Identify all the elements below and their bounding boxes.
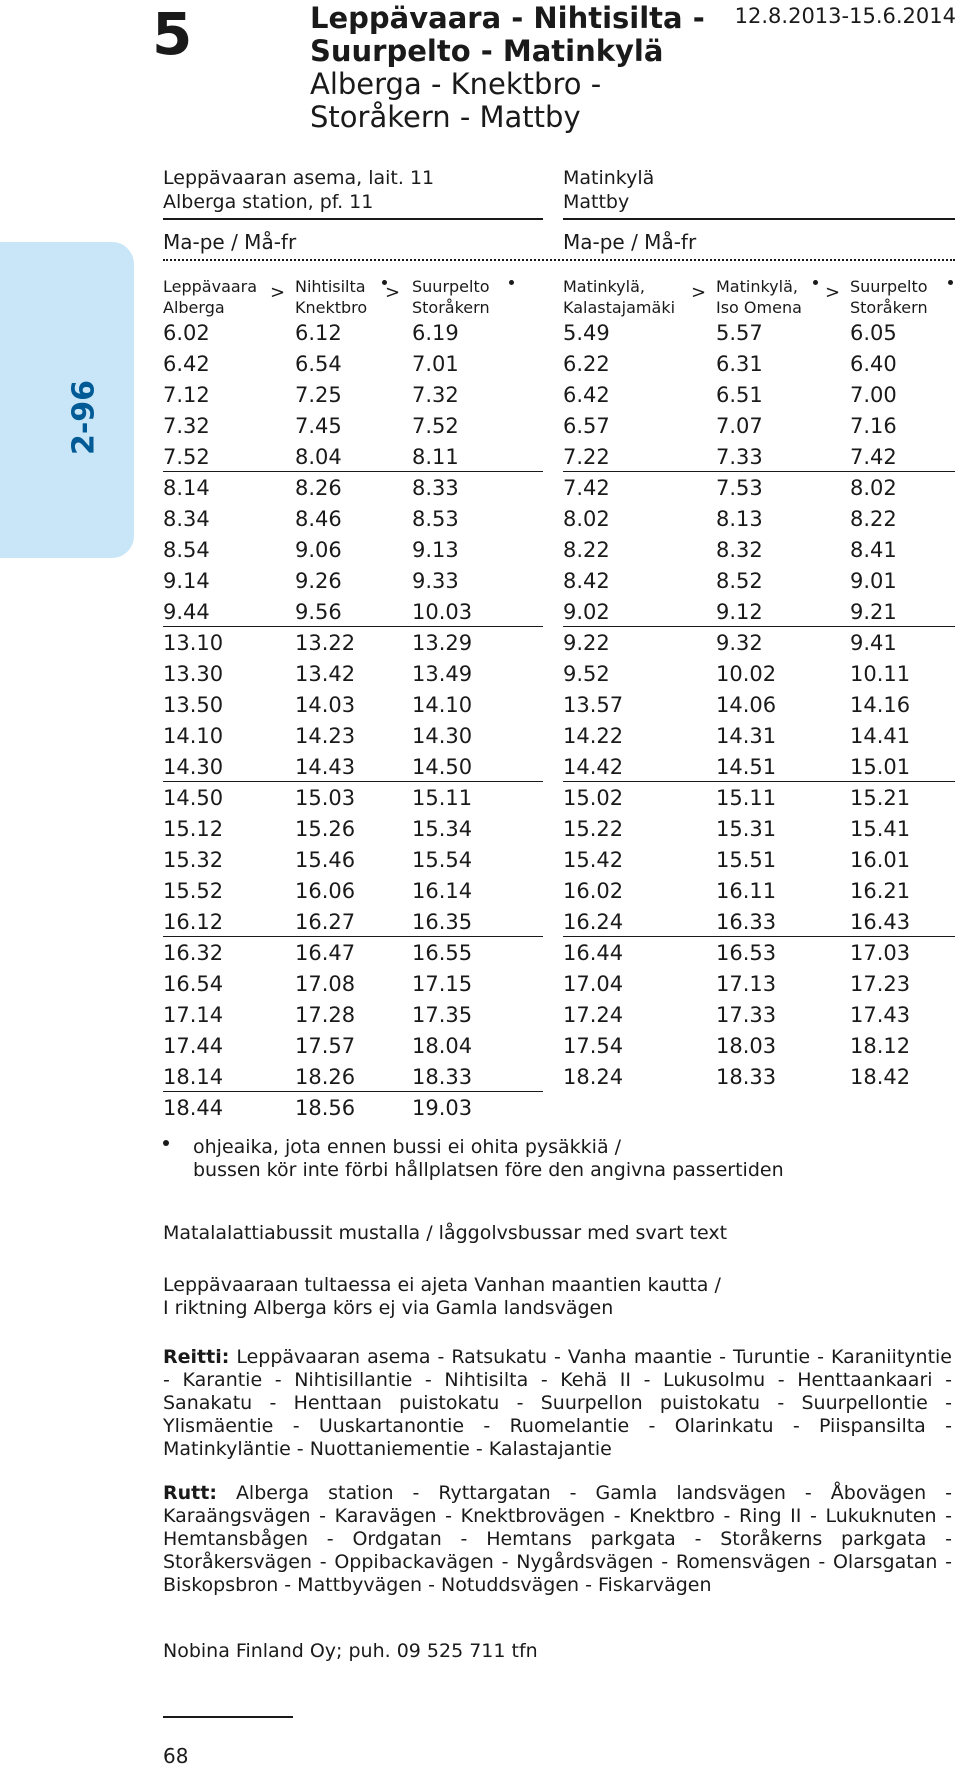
- time-cell: 14.50: [163, 786, 224, 810]
- time-cell: 18.33: [716, 1065, 777, 1089]
- direction-2-from-sw: Mattby: [563, 191, 630, 213]
- time-cell: 7.53: [716, 476, 763, 500]
- time-cell: 9.32: [716, 631, 763, 655]
- direction-1-from-sw: Alberga station, pf. 11: [163, 191, 374, 213]
- time-cell: 8.02: [563, 507, 610, 531]
- time-cell: 7.42: [563, 476, 610, 500]
- time-cell: 7.52: [163, 445, 210, 469]
- time-cell: 6.12: [295, 321, 342, 345]
- time-cell: 18.12: [850, 1034, 911, 1058]
- time-cell: 9.26: [295, 569, 342, 593]
- time-cell: 9.06: [295, 538, 342, 562]
- column-header-fi: Matinkylä,: [563, 277, 645, 296]
- direction-1-days: Ma-pe / Må-fr: [163, 230, 297, 254]
- time-cell: 14.30: [163, 755, 224, 779]
- route-fi-label: Reitti:: [163, 1346, 230, 1368]
- time-cell: 15.01: [850, 755, 911, 779]
- arrow-icon: >: [825, 282, 841, 303]
- time-cell: 10.02: [716, 662, 777, 686]
- time-cell: 9.01: [850, 569, 897, 593]
- route-sw-text: Alberga station - Ryttargatan - Gamla landsvägen - Åbovägen - Karaängsvägen - Karavägen - Knektbrovägen - Knektbro - Ring II - Lukuknuten - Hemtansbågen - Ordgatan - Hemtans parkgata - Storåkerns parkgata - Storåkersvägen - Oppibackavägen - Nygårdsvägen - Romensvägen - Olarsgatan - Biskopsbron - Mattbyvägen - Notuddsvägen - Fiskarvägen: [163, 1482, 952, 1596]
- time-cell: 6.02: [163, 321, 210, 345]
- time-cell: 9.13: [412, 538, 459, 562]
- timing-note-sw: bussen kör inte förbi hållplatsen före den angivna passertiden: [193, 1159, 784, 1181]
- time-cell: 15.03: [295, 786, 356, 810]
- time-cell: 18.42: [850, 1065, 911, 1089]
- page-rule: [163, 1716, 293, 1718]
- side-tab-label: 2-96: [66, 379, 102, 456]
- column-header-sw: Storåkern: [412, 298, 490, 317]
- timing-note: [193, 1136, 952, 1182]
- time-cell: 15.31: [716, 817, 777, 841]
- table-row: [0, 1062, 960, 1093]
- time-cell: 16.54: [163, 972, 224, 996]
- column-header-fi: Suurpelto: [412, 277, 490, 296]
- direction-note-fi: Leppävaaraan tultaessa ei ajeta Vanhan maantien kautta /: [163, 1274, 721, 1296]
- time-cell: 14.22: [563, 724, 624, 748]
- time-cell: 8.53: [412, 507, 459, 531]
- direction-note: [163, 1274, 952, 1320]
- column-header-fi: Matinkylä,: [716, 277, 798, 296]
- table-row: [0, 349, 960, 380]
- timing-note-fi: ohjeaika, jota ennen bussi ei ohita pysäkkiä /: [193, 1136, 622, 1158]
- time-cell: 7.16: [850, 414, 897, 438]
- time-cell: 16.53: [716, 941, 777, 965]
- bullet-dot-icon: [163, 1140, 169, 1146]
- column-header-sw: Alberga: [163, 298, 225, 317]
- time-cell: 14.23: [295, 724, 356, 748]
- time-cell: 13.30: [163, 662, 224, 686]
- timing-point-dot-icon: [813, 280, 818, 285]
- time-cell: 7.45: [295, 414, 342, 438]
- direction-2-header: [563, 166, 654, 214]
- time-cell: 6.31: [716, 352, 763, 376]
- time-cell: 9.14: [163, 569, 210, 593]
- row-group-separator: [163, 936, 543, 937]
- time-cell: 14.06: [716, 693, 777, 717]
- time-cell: 6.22: [563, 352, 610, 376]
- time-cell: 16.02: [563, 879, 624, 903]
- time-cell: 14.50: [412, 755, 473, 779]
- route-number: 5: [152, 0, 191, 68]
- route-description-sw: [163, 1482, 952, 1597]
- time-cell: 7.52: [412, 414, 459, 438]
- time-cell: 7.12: [163, 383, 210, 407]
- dotted-divider: [163, 259, 955, 261]
- time-cell: 13.42: [295, 662, 356, 686]
- title-fi-line-2: Suurpelto - Matinkylä: [310, 34, 664, 68]
- time-cell: 16.33: [716, 910, 777, 934]
- route-title: [310, 2, 705, 134]
- column-header-kalastajamaki: [563, 276, 675, 318]
- time-cell: 18.33: [412, 1065, 473, 1089]
- time-cell: 15.42: [563, 848, 624, 872]
- time-cell: 16.21: [850, 879, 911, 903]
- time-cell: 15.21: [850, 786, 911, 810]
- time-cell: 8.22: [850, 507, 897, 531]
- table-row: [0, 876, 960, 907]
- time-cell: 15.26: [295, 817, 356, 841]
- table-row: [0, 535, 960, 566]
- column-header-sw: Storåkern: [850, 298, 928, 317]
- time-cell: 16.01: [850, 848, 911, 872]
- time-cell: 17.08: [295, 972, 356, 996]
- validity-dates: 12.8.2013-15.6.2014: [734, 4, 956, 28]
- time-cell: 16.06: [295, 879, 356, 903]
- table-row: [0, 411, 960, 442]
- time-cell: 5.49: [563, 321, 610, 345]
- time-cell: 9.44: [163, 600, 210, 624]
- time-cell: 15.02: [563, 786, 624, 810]
- title-sw-line-2: Storåkern - Mattby: [310, 100, 581, 134]
- direction-2-rule: [563, 218, 955, 220]
- time-cell: 8.54: [163, 538, 210, 562]
- row-group-separator: [163, 1091, 543, 1092]
- direction-1-from-fi: Leppävaaran asema, lait. 11: [163, 167, 435, 189]
- page-number: 68: [163, 1744, 189, 1768]
- arrow-icon: >: [691, 282, 707, 303]
- time-cell: 17.24: [563, 1003, 624, 1027]
- table-row: [0, 442, 960, 473]
- time-cell: 7.32: [163, 414, 210, 438]
- time-cell: 6.54: [295, 352, 342, 376]
- time-cell: 15.54: [412, 848, 473, 872]
- time-cell: 19.03: [412, 1096, 473, 1120]
- column-header-leppavaara: [163, 276, 257, 318]
- time-cell: 16.11: [716, 879, 777, 903]
- time-cell: 14.16: [850, 693, 911, 717]
- time-cell: 18.14: [163, 1065, 224, 1089]
- time-cell: 8.22: [563, 538, 610, 562]
- time-cell: 16.27: [295, 910, 356, 934]
- table-row: [0, 721, 960, 752]
- time-cell: 17.03: [850, 941, 911, 965]
- row-group-separator: [563, 781, 955, 782]
- time-cell: 9.21: [850, 600, 897, 624]
- route-sw-label: Rutt:: [163, 1482, 217, 1504]
- time-cell: 17.13: [716, 972, 777, 996]
- time-cell: 9.22: [563, 631, 610, 655]
- time-cell: 15.32: [163, 848, 224, 872]
- time-cell: 8.42: [563, 569, 610, 593]
- time-cell: 17.14: [163, 1003, 224, 1027]
- time-cell: 8.46: [295, 507, 342, 531]
- row-group-separator: [163, 471, 543, 472]
- time-cell: 8.41: [850, 538, 897, 562]
- direction-note-sw: I riktning Alberga körs ej via Gamla landsvägen: [163, 1297, 614, 1319]
- column-header-nihtisilta: [295, 276, 367, 318]
- time-cell: 9.02: [563, 600, 610, 624]
- time-cell: 13.10: [163, 631, 224, 655]
- title-fi-line-1: Leppävaara - Nihtisilta -: [310, 1, 705, 35]
- row-group-separator: [163, 781, 543, 782]
- time-cell: 13.57: [563, 693, 624, 717]
- time-cell: 8.13: [716, 507, 763, 531]
- time-cell: 14.10: [412, 693, 473, 717]
- row-group-separator: [563, 626, 955, 627]
- time-cell: 15.11: [412, 786, 473, 810]
- time-cell: 6.05: [850, 321, 897, 345]
- time-cell: 14.43: [295, 755, 356, 779]
- arrow-icon: >: [270, 282, 286, 303]
- arrow-icon: >: [385, 282, 401, 303]
- time-cell: 7.42: [850, 445, 897, 469]
- time-cell: 16.43: [850, 910, 911, 934]
- column-header-fi: Suurpelto: [850, 277, 928, 296]
- time-cell: 6.42: [563, 383, 610, 407]
- time-cell: 16.12: [163, 910, 224, 934]
- timing-point-dot-icon: [948, 280, 953, 285]
- time-cell: 15.22: [563, 817, 624, 841]
- time-cell: 16.44: [563, 941, 624, 965]
- route-fi-text: Leppävaaran asema - Ratsukatu - Vanha maantie - Turuntie - Karaniityntie - Karantie - Nihtisillantie - Nihtisilta - Kehä II - Lukusolmu - Henttaankaari - Sanakatu - Henttaan puistokatu - Suurpellon puistokatu - Suurpellontie - Ylismäentie - Uuskartanontie - Ruomelantie - Olarinkatu - Piispansilta - Matinkyläntie - Nuottaniementie - Kalastajantie: [163, 1346, 952, 1460]
- time-cell: 16.35: [412, 910, 473, 934]
- time-cell: 15.46: [295, 848, 356, 872]
- time-cell: 8.11: [412, 445, 459, 469]
- column-header-fi: Nihtisilta: [295, 277, 366, 296]
- table-row: [0, 318, 960, 349]
- time-cell: 14.41: [850, 724, 911, 748]
- time-cell: 18.56: [295, 1096, 356, 1120]
- time-cell: 17.33: [716, 1003, 777, 1027]
- time-cell: 18.24: [563, 1065, 624, 1089]
- time-cell: 6.40: [850, 352, 897, 376]
- time-cell: 16.55: [412, 941, 473, 965]
- time-cell: 7.01: [412, 352, 459, 376]
- time-cell: 9.52: [563, 662, 610, 686]
- time-cell: 15.51: [716, 848, 777, 872]
- time-cell: 17.35: [412, 1003, 473, 1027]
- time-cell: 9.33: [412, 569, 459, 593]
- table-row: [0, 380, 960, 411]
- time-cell: 16.47: [295, 941, 356, 965]
- lowfloor-note: Matalalattiabussit mustalla / låggolvsbussar med svart text: [163, 1222, 728, 1244]
- time-cell: 8.26: [295, 476, 342, 500]
- table-row: [0, 907, 960, 938]
- time-cell: 15.34: [412, 817, 473, 841]
- time-cell: 7.00: [850, 383, 897, 407]
- time-cell: 17.54: [563, 1034, 624, 1058]
- time-cell: 17.43: [850, 1003, 911, 1027]
- time-cell: 5.57: [716, 321, 763, 345]
- column-header-sw: Kalastajamäki: [563, 298, 676, 317]
- table-row: [0, 597, 960, 628]
- time-cell: 8.52: [716, 569, 763, 593]
- time-cell: 16.24: [563, 910, 624, 934]
- time-cell: 8.02: [850, 476, 897, 500]
- time-cell: 15.52: [163, 879, 224, 903]
- table-row: [0, 1000, 960, 1031]
- direction-2-days: Ma-pe / Må-fr: [563, 230, 697, 254]
- time-cell: 17.15: [412, 972, 473, 996]
- time-cell: 18.04: [412, 1034, 473, 1058]
- direction-1-rule: [163, 218, 543, 220]
- operator-info: Nobina Finland Oy; puh. 09 525 711 tfn: [163, 1640, 538, 1662]
- time-cell: 17.28: [295, 1003, 356, 1027]
- time-cell: 14.31: [716, 724, 777, 748]
- table-row: [0, 938, 960, 969]
- time-cell: 10.03: [412, 600, 473, 624]
- time-cell: 8.14: [163, 476, 210, 500]
- time-cell: 7.22: [563, 445, 610, 469]
- time-cell: 6.19: [412, 321, 459, 345]
- column-header-suurpelto-2: [850, 276, 928, 318]
- time-cell: 8.32: [716, 538, 763, 562]
- table-row: [0, 690, 960, 721]
- time-cell: 16.14: [412, 879, 473, 903]
- time-cell: 14.30: [412, 724, 473, 748]
- time-cell: 15.12: [163, 817, 224, 841]
- column-header-iso-omena: [716, 276, 802, 318]
- table-row: [0, 504, 960, 535]
- time-cell: 6.51: [716, 383, 763, 407]
- time-cell: 9.12: [716, 600, 763, 624]
- direction-1-header: [163, 166, 434, 214]
- time-cell: 17.04: [563, 972, 624, 996]
- table-row: [0, 814, 960, 845]
- time-cell: 13.29: [412, 631, 473, 655]
- time-cell: 14.03: [295, 693, 356, 717]
- time-cell: 15.41: [850, 817, 911, 841]
- table-row: [0, 659, 960, 690]
- table-row: [0, 1031, 960, 1062]
- time-cell: 13.22: [295, 631, 356, 655]
- time-cell: 7.07: [716, 414, 763, 438]
- time-cell: 14.51: [716, 755, 777, 779]
- row-group-separator: [163, 626, 543, 627]
- timing-point-dot-icon: [509, 280, 514, 285]
- time-cell: 18.26: [295, 1065, 356, 1089]
- time-cell: 17.44: [163, 1034, 224, 1058]
- time-cell: 8.04: [295, 445, 342, 469]
- row-group-separator: [563, 936, 955, 937]
- time-cell: 13.50: [163, 693, 224, 717]
- time-cell: 7.32: [412, 383, 459, 407]
- route-description-fi: [163, 1346, 952, 1461]
- table-row: [0, 628, 960, 659]
- row-group-separator: [563, 471, 955, 472]
- time-cell: 8.34: [163, 507, 210, 531]
- time-cell: 14.10: [163, 724, 224, 748]
- time-cell: 18.03: [716, 1034, 777, 1058]
- time-cell: 15.11: [716, 786, 777, 810]
- table-row: [0, 473, 960, 504]
- time-cell: 7.33: [716, 445, 763, 469]
- time-cell: 8.33: [412, 476, 459, 500]
- direction-2-from-fi: Matinkylä: [563, 167, 655, 189]
- time-cell: 16.32: [163, 941, 224, 965]
- title-sw-line-1: Alberga - Knektbro -: [310, 67, 602, 101]
- time-cell: 10.11: [850, 662, 911, 686]
- column-header-sw: Knektbro: [295, 298, 368, 317]
- table-row: [0, 845, 960, 876]
- column-header-suurpelto: [412, 276, 490, 318]
- time-cell: 17.23: [850, 972, 911, 996]
- time-cell: 13.49: [412, 662, 473, 686]
- table-row: [0, 752, 960, 783]
- time-cell: 18.44: [163, 1096, 224, 1120]
- time-cell: 9.41: [850, 631, 897, 655]
- time-cell: 7.25: [295, 383, 342, 407]
- column-header-fi: Leppävaara: [163, 277, 258, 296]
- time-cell: 6.57: [563, 414, 610, 438]
- table-row: [0, 783, 960, 814]
- time-cell: 17.57: [295, 1034, 356, 1058]
- column-header-sw: Iso Omena: [716, 298, 802, 317]
- table-row: [0, 969, 960, 1000]
- time-cell: 9.56: [295, 600, 342, 624]
- table-row: [0, 566, 960, 597]
- time-cell: 6.42: [163, 352, 210, 376]
- time-cell: 14.42: [563, 755, 624, 779]
- table-row: [0, 1093, 960, 1124]
